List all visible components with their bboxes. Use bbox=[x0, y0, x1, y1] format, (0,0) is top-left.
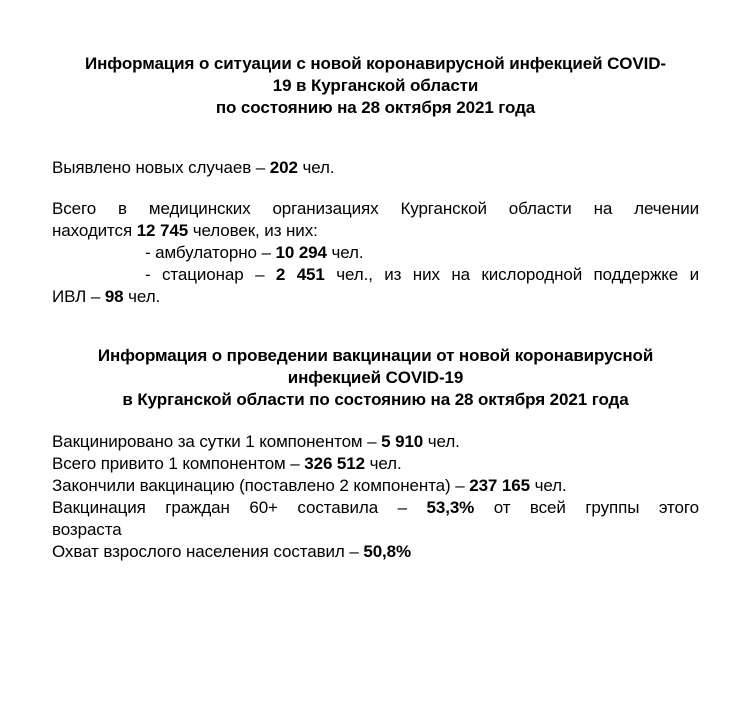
treatment-paragraph bbox=[52, 198, 699, 308]
vaccination-heading bbox=[52, 345, 699, 411]
ventilator-value: 98 bbox=[104, 287, 124, 306]
inpatient-value: 2 451 bbox=[275, 265, 325, 284]
heading-line: в Курганской области по состоянию на 28 октября 2021 года bbox=[122, 390, 629, 409]
heading-line: по состоянию на 28 октября 2021 года bbox=[215, 98, 536, 117]
treatment-line-2: находится 12 745 человек, из них: bbox=[52, 221, 318, 240]
vaccination-paragraph bbox=[52, 431, 699, 563]
new-cases-value: 202 bbox=[269, 158, 298, 177]
total-first-component-value: 326 512 bbox=[304, 454, 365, 473]
new-cases-unit: чел. bbox=[297, 158, 335, 177]
outpatient-line: - амбулаторно – 10 294 чел. bbox=[145, 243, 364, 262]
outpatient-value: 10 294 bbox=[275, 243, 327, 262]
new-cases-label: Выявлено новых случаев – bbox=[52, 158, 270, 177]
heading-line: инфекцией COVID-19 bbox=[287, 368, 464, 387]
heading-line: Информация о ситуации с новой коронавирусной инфекцией COVID- bbox=[85, 54, 666, 73]
total-first-component-line: Всего привито 1 компонентом – 326 512 чел. bbox=[52, 454, 402, 473]
heading-line: 19 в Курганской области bbox=[272, 76, 479, 95]
inpatient-line: - стационар – 2 451 чел., из них на кислородной поддержке и bbox=[145, 265, 699, 284]
adult-coverage-line: Охват взрослого населения составил – 50,8% bbox=[52, 542, 412, 561]
heading-line: Информация о проведении вакцинации от новой коронавирусной bbox=[97, 346, 654, 365]
daily-first-component-value: 5 910 bbox=[381, 432, 424, 451]
completed-vaccination-value: 237 165 bbox=[469, 476, 530, 495]
new-cases-paragraph bbox=[52, 157, 699, 179]
completed-vaccination-line: Закончили вакцинацию (поставлено 2 компонента) – 237 165 чел. bbox=[52, 476, 567, 495]
treatment-total-value: 12 745 bbox=[136, 221, 189, 240]
ventilator-line: ИВЛ – 98 чел. bbox=[52, 287, 161, 306]
covid-situation-heading bbox=[52, 53, 699, 119]
adult-coverage-value: 50,8% bbox=[363, 542, 412, 561]
daily-first-component-line: Вакцинировано за сутки 1 компонентом – 5 910 чел. bbox=[52, 432, 460, 451]
seniors-vaccination-line: Вакцинация граждан 60+ составила – 53,3% от всей группы этого bbox=[52, 498, 699, 517]
seniors-vaccination-line-2: возраста bbox=[52, 520, 122, 539]
seniors-vaccination-value: 53,3% bbox=[426, 498, 475, 517]
treatment-line-1: Всего в медицинских организациях Курганской области на лечении bbox=[52, 199, 699, 218]
